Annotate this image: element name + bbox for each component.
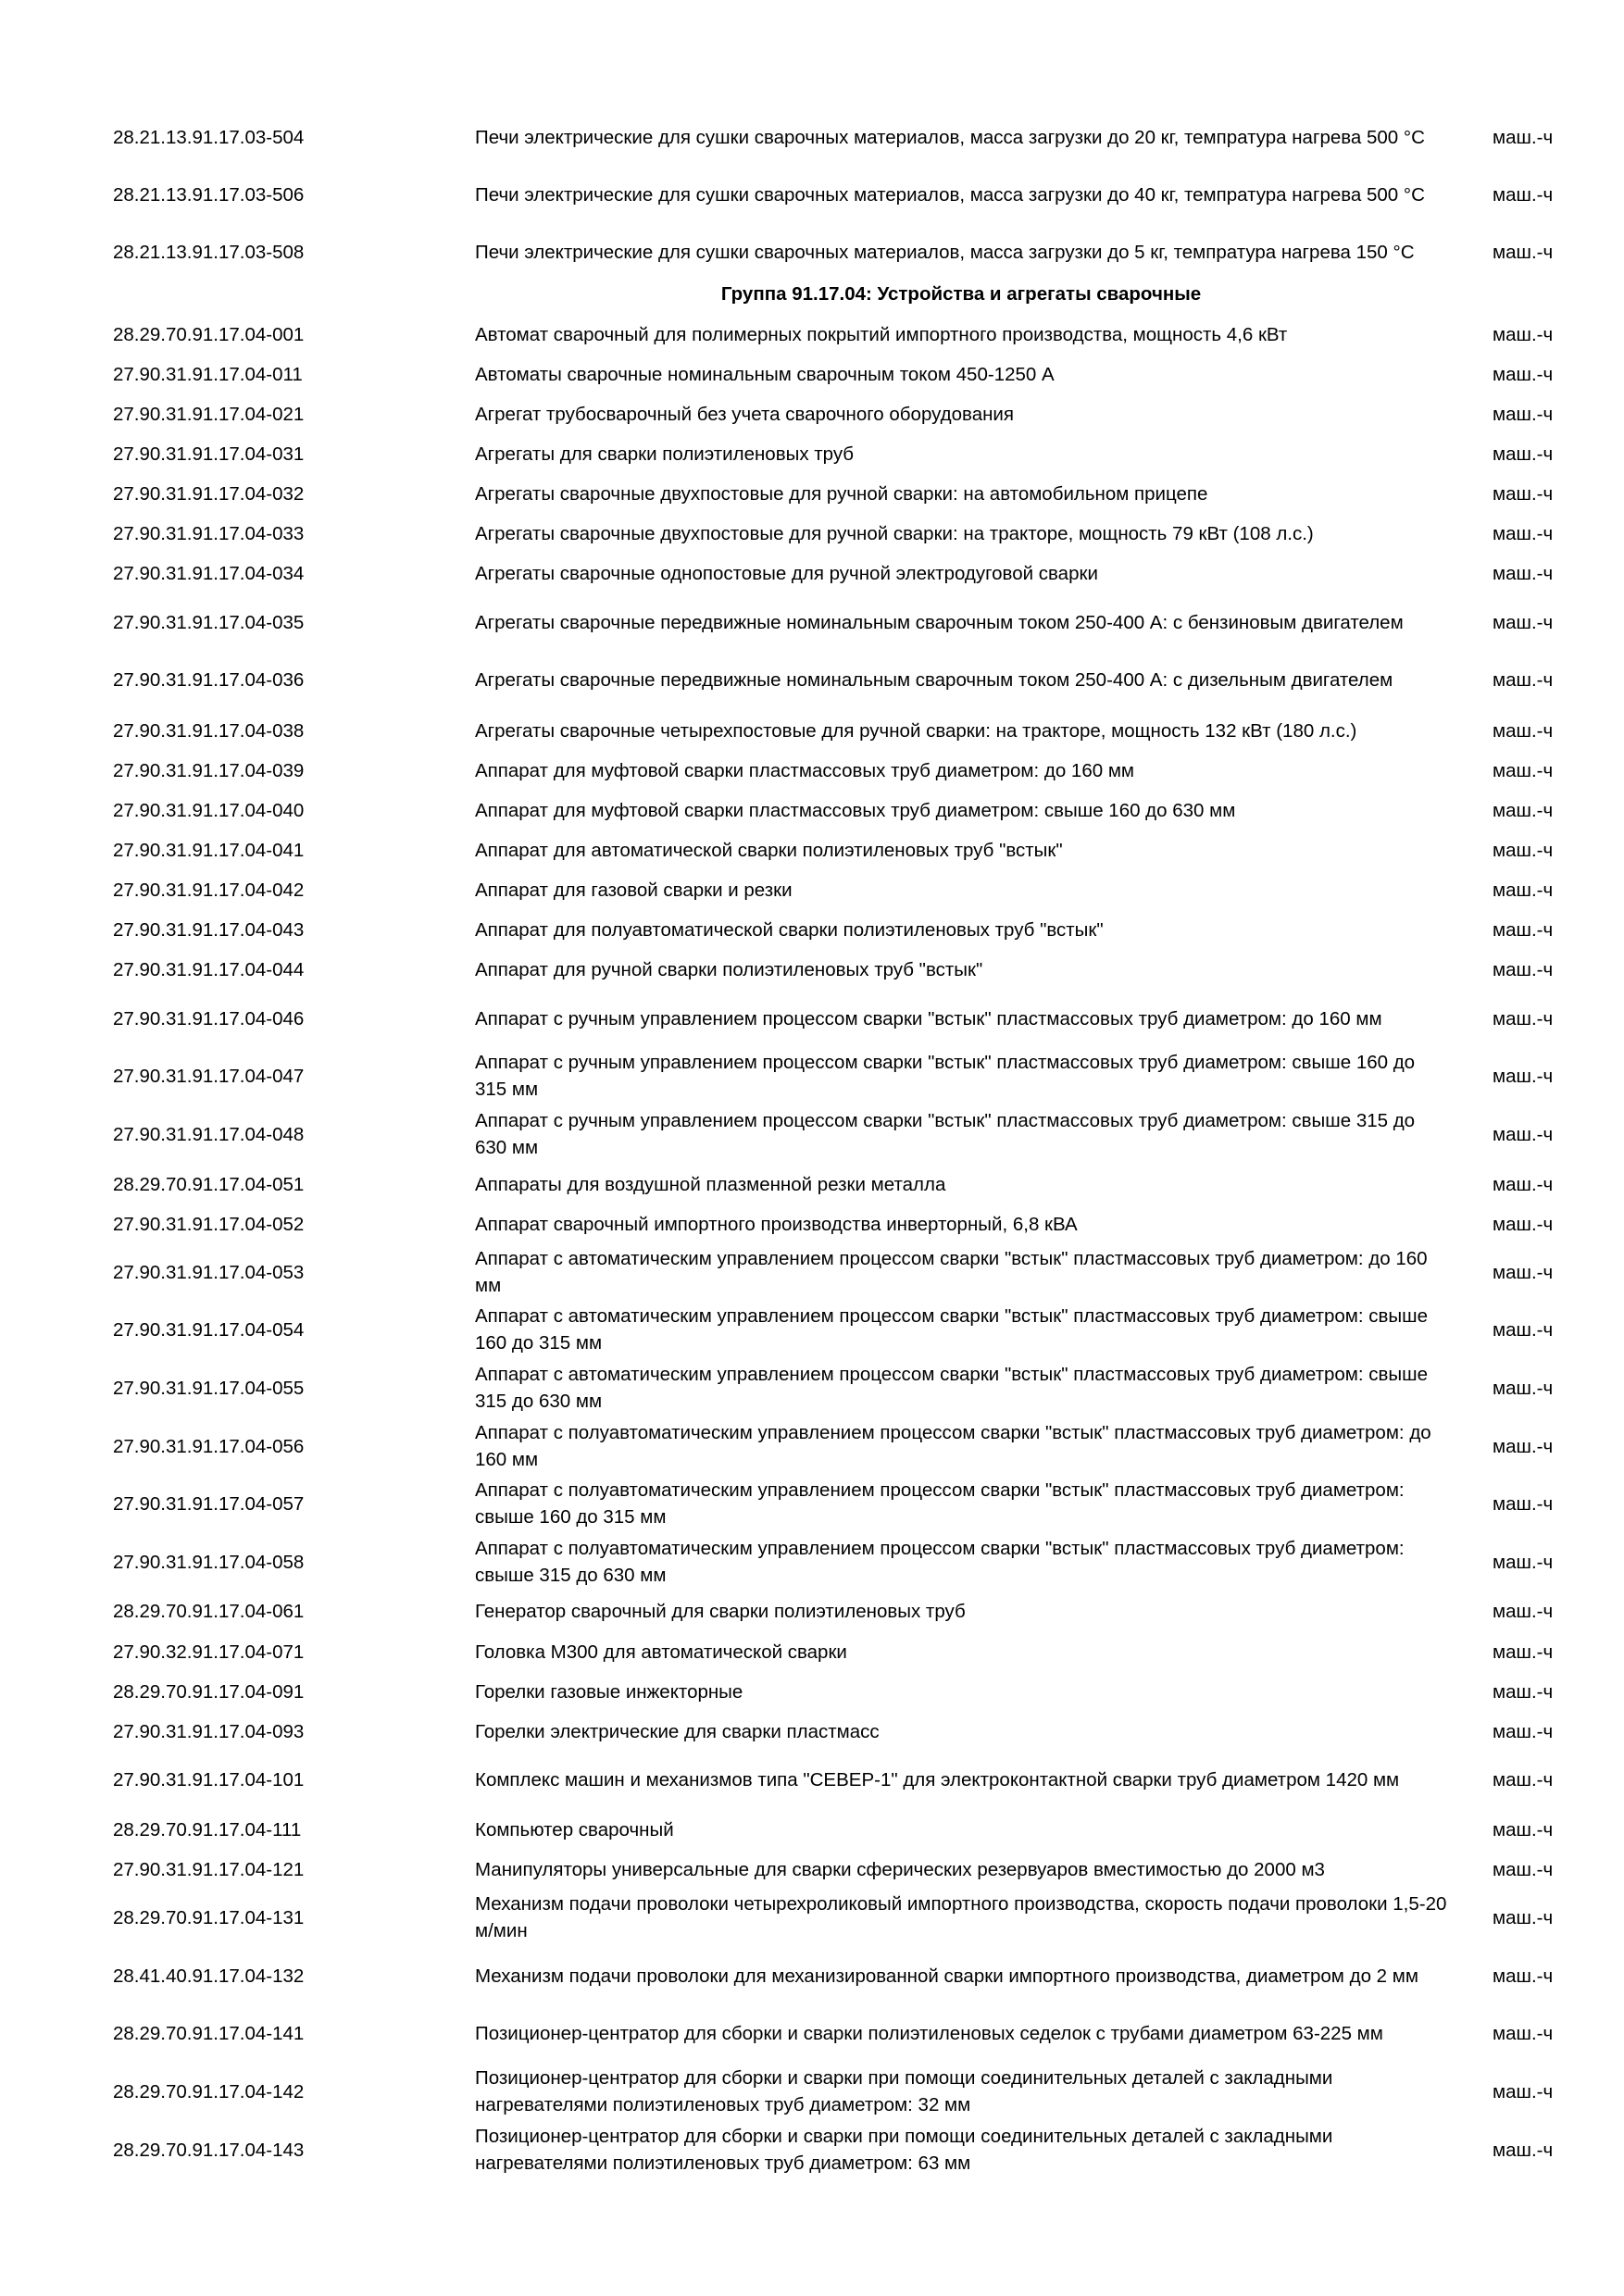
resource-name: Аппарат для автоматической сварки полиэтиленовых труб "встык" bbox=[475, 839, 1063, 861]
unit-of-measure: маш.-ч bbox=[1493, 1641, 1554, 1663]
table-row bbox=[0, 1535, 1624, 1589]
table-row bbox=[0, 1753, 1624, 1806]
table-row bbox=[0, 1211, 1624, 1238]
group-heading-row bbox=[0, 281, 1624, 307]
unit-of-measure: маш.-ч bbox=[1493, 1720, 1554, 1742]
unit-of-measure: маш.-ч bbox=[1493, 323, 1554, 345]
table-row bbox=[0, 1718, 1624, 1745]
unit-of-measure: маш.-ч bbox=[1493, 1680, 1554, 1703]
unit-of-measure: маш.-ч bbox=[1493, 1261, 1554, 1283]
resource-name: Аппарат для муфтовой сварки пластмассовых труб диаметром: свыше 160 до 630 мм bbox=[475, 799, 1236, 821]
resource-name: Автоматы сварочные номинальным сварочным током 450-1250 А bbox=[475, 363, 1055, 385]
resource-name: Головка М300 для автоматической сварки bbox=[475, 1641, 847, 1663]
resource-code: 28.29.70.91.17.04-091 bbox=[113, 1680, 305, 1703]
resource-name: Горелки газовые инжекторные bbox=[475, 1680, 743, 1703]
table-row bbox=[0, 480, 1624, 507]
unit-of-measure: маш.-ч bbox=[1493, 1818, 1554, 1841]
resource-name: Аппарат с автоматическим управлением процессом сварки "встык" пластмассовых труб диаметром: свыше 160 до 315 мм bbox=[475, 1305, 1429, 1354]
resource-name: Аппарат для газовой сварки и резки bbox=[475, 879, 793, 901]
resource-code: 27.90.31.91.17.04-039 bbox=[113, 759, 305, 781]
resource-name: Аппарат с автоматическим управлением процессом сварки "встык" пластмассовых труб диаметром: свыше 315 до 630 мм bbox=[475, 1364, 1429, 1412]
resource-name: Горелки электрические для сварки пластмасс bbox=[475, 1720, 880, 1742]
resource-name: Аппарат для муфтовой сварки пластмассовых труб диаметром: до 160 мм bbox=[475, 759, 1135, 781]
resource-name: Агрегаты сварочные четырехпостовые для ручной сварки: на тракторе, мощность 132 кВт (180 л.с.) bbox=[475, 719, 1357, 742]
unit-of-measure: маш.-ч bbox=[1493, 1551, 1554, 1573]
resource-code: 28.29.70.91.17.04-143 bbox=[113, 2139, 305, 2161]
resource-name: Аппарат с полуавтоматическим управлением процессом сварки "встык" пластмассовых труб диаметром: свыше 315 до 630 мм bbox=[475, 1538, 1405, 1586]
resource-code: 27.90.31.91.17.04-046 bbox=[113, 1007, 305, 1029]
resource-code: 27.90.32.91.17.04-071 bbox=[113, 1641, 305, 1663]
resource-name: Позиционер-центратор для сборки и сварки полиэтиленовых седелок с трубами диаметром 63-225 мм bbox=[475, 2022, 1383, 2044]
table-row bbox=[0, 520, 1624, 547]
resource-name: Манипуляторы универсальные для сварки сферических резервуаров вместимостью до 2000 м3 bbox=[475, 1858, 1325, 1880]
resource-code: 28.21.13.91.17.03-506 bbox=[113, 183, 305, 206]
resource-code: 28.29.70.91.17.04-111 bbox=[113, 1818, 302, 1841]
resource-name: Аппарат с ручным управлением процессом сварки "встык" пластмассовых труб диаметром: до 160 мм bbox=[475, 1007, 1382, 1029]
resource-code: 27.90.31.91.17.04-101 bbox=[113, 1768, 305, 1791]
resource-code: 28.29.70.91.17.04-051 bbox=[113, 1173, 305, 1195]
resource-name: Аппарат с ручным управлением процессом сварки "встык" пластмассовых труб диаметром: свыше 160 до 315 мм bbox=[475, 1052, 1416, 1100]
unit-of-measure: маш.-ч bbox=[1493, 482, 1554, 505]
resource-name: Аппарат для полуавтоматической сварки полиэтиленовых труб "встык" bbox=[475, 918, 1104, 941]
resource-name: Агрегаты сварочные передвижные номинальным сварочным током 250-400 А: с дизельным двигателем bbox=[475, 668, 1393, 691]
resource-code: 27.90.31.91.17.04-055 bbox=[113, 1377, 305, 1399]
resource-code: 27.90.31.91.17.04-040 bbox=[113, 799, 305, 821]
resource-code: 28.29.70.91.17.04-001 bbox=[113, 323, 305, 345]
resource-code: 27.90.31.91.17.04-043 bbox=[113, 918, 305, 941]
table-row bbox=[0, 225, 1624, 279]
unit-of-measure: маш.-ч bbox=[1493, 443, 1554, 465]
unit-of-measure: маш.-ч bbox=[1493, 759, 1554, 781]
unit-of-measure: маш.-ч bbox=[1493, 879, 1554, 901]
unit-of-measure: маш.-ч bbox=[1493, 719, 1554, 742]
table-row bbox=[0, 595, 1624, 649]
table-row bbox=[0, 718, 1624, 744]
table-row bbox=[0, 1816, 1624, 1843]
table-row bbox=[0, 653, 1624, 706]
unit-of-measure: маш.-ч bbox=[1493, 1123, 1554, 1145]
unit-of-measure: маш.-ч bbox=[1493, 1065, 1554, 1087]
table-row bbox=[0, 110, 1624, 164]
resource-name: Агрегаты сварочные двухпостовые для ручной сварки: на автомобильном прицепе bbox=[475, 482, 1208, 505]
unit-of-measure: маш.-ч bbox=[1493, 183, 1554, 206]
resource-code: 27.90.31.91.17.04-057 bbox=[113, 1492, 305, 1515]
resource-name: Агрегаты сварочные двухпостовые для ручной сварки: на тракторе, мощность 79 кВт (108 л.с.) bbox=[475, 522, 1314, 544]
table-row bbox=[0, 168, 1624, 221]
resource-code: 27.90.31.91.17.04-048 bbox=[113, 1123, 305, 1145]
unit-of-measure: маш.-ч bbox=[1493, 1600, 1554, 1622]
table-row bbox=[0, 361, 1624, 388]
resource-code: 28.29.70.91.17.04-131 bbox=[113, 1906, 305, 1928]
table-row bbox=[0, 1598, 1624, 1625]
unit-of-measure: маш.-ч bbox=[1493, 241, 1554, 263]
resource-code: 27.90.31.91.17.04-042 bbox=[113, 879, 305, 901]
resource-code: 28.21.13.91.17.03-508 bbox=[113, 241, 305, 263]
table-row bbox=[0, 1005, 1624, 1032]
resource-code: 27.90.31.91.17.04-044 bbox=[113, 958, 305, 980]
resource-name: Печи электрические для сушки сварочных материалов, масса загрузки до 40 кг, темпратура нагрева 500 °С bbox=[475, 183, 1425, 206]
resource-name: Аппараты для воздушной плазменной резки металла bbox=[475, 1173, 946, 1195]
table-row bbox=[0, 1361, 1624, 1415]
unit-of-measure: маш.-ч bbox=[1493, 918, 1554, 941]
resource-name: Печи электрические для сушки сварочных материалов, масса загрузки до 5 кг, темпратура нагрева 150 °С bbox=[475, 241, 1415, 263]
unit-of-measure: маш.-ч bbox=[1493, 2080, 1554, 2103]
resource-name: Автомат сварочный для полимерных покрытий импортного производства, мощность 4,6 кВт bbox=[475, 323, 1288, 345]
resource-code: 27.90.31.91.17.04-035 bbox=[113, 611, 305, 633]
resource-code: 27.90.31.91.17.04-052 bbox=[113, 1213, 305, 1235]
resource-code: 27.90.31.91.17.04-011 bbox=[113, 363, 303, 385]
table-row bbox=[0, 1477, 1624, 1530]
resource-code: 27.90.31.91.17.04-038 bbox=[113, 719, 305, 742]
unit-of-measure: маш.-ч bbox=[1493, 1007, 1554, 1029]
table-row bbox=[0, 1856, 1624, 1883]
resource-code: 27.90.31.91.17.04-036 bbox=[113, 668, 305, 691]
unit-of-measure: маш.-ч bbox=[1493, 363, 1554, 385]
unit-of-measure: маш.-ч bbox=[1493, 1492, 1554, 1515]
resource-name: Комплекс машин и механизмов типа "СЕВЕР-1" для электроконтактной сварки труб диаметром 1420 мм bbox=[475, 1768, 1400, 1791]
table-row bbox=[0, 1245, 1624, 1299]
table-row bbox=[0, 797, 1624, 824]
resource-name: Агрегат трубосварочный без учета сварочного оборудования bbox=[475, 403, 1014, 425]
resource-name: Агрегаты для сварки полиэтиленовых труб bbox=[475, 443, 855, 465]
resource-name: Агрегаты сварочные однопостовые для ручной электродуговой сварки bbox=[475, 562, 1098, 584]
resource-code: 27.90.31.91.17.04-041 bbox=[113, 839, 305, 861]
resource-code: 27.90.31.91.17.04-054 bbox=[113, 1318, 305, 1341]
unit-of-measure: маш.-ч bbox=[1493, 562, 1554, 584]
table-row bbox=[0, 2006, 1624, 2060]
resource-code: 28.41.40.91.17.04-132 bbox=[113, 1965, 305, 1987]
unit-of-measure: маш.-ч bbox=[1493, 839, 1554, 861]
table-row bbox=[0, 1639, 1624, 1666]
resource-name: Аппарат для ручной сварки полиэтиленовых труб "встык" bbox=[475, 958, 983, 980]
unit-of-measure: маш.-ч bbox=[1493, 1318, 1554, 1341]
resource-code: 27.90.31.91.17.04-032 bbox=[113, 482, 305, 505]
resource-code: 28.21.13.91.17.03-504 bbox=[113, 126, 305, 148]
resource-name: Генератор сварочный для сварки полиэтиленовых труб bbox=[475, 1600, 966, 1622]
resource-code: 27.90.31.91.17.04-021 bbox=[113, 403, 305, 425]
resource-name: Компьютер сварочный bbox=[475, 1818, 674, 1841]
table-row bbox=[0, 956, 1624, 983]
table-row bbox=[0, 1678, 1624, 1705]
table-row bbox=[0, 1303, 1624, 1356]
unit-of-measure: маш.-ч bbox=[1493, 1906, 1554, 1928]
resource-code: 27.90.31.91.17.04-121 bbox=[113, 1858, 305, 1880]
resource-name: Аппарат с полуавтоматическим управлением процессом сварки "встык" пластмассовых труб диаметром: свыше 160 до 315 мм bbox=[475, 1479, 1405, 1528]
unit-of-measure: маш.-ч bbox=[1493, 522, 1554, 544]
unit-of-measure: маш.-ч bbox=[1493, 1173, 1554, 1195]
unit-of-measure: маш.-ч bbox=[1493, 126, 1554, 148]
resource-name: Позиционер-центратор для сборки и сварки при помощи соединительных деталей с закладными нагревателями полиэтиленовых труб диаметром: 63 мм bbox=[475, 2126, 1333, 2174]
table-row bbox=[0, 1107, 1624, 1161]
resource-code: 27.90.31.91.17.04-034 bbox=[113, 562, 305, 584]
resource-name: Механизм подачи проволоки для механизированной сварки импортного производства, диаметром до 2 мм bbox=[475, 1965, 1418, 1987]
table-row bbox=[0, 401, 1624, 428]
resource-code: 27.90.31.91.17.04-056 bbox=[113, 1435, 305, 1457]
unit-of-measure: маш.-ч bbox=[1493, 1768, 1554, 1791]
unit-of-measure: маш.-ч bbox=[1493, 2022, 1554, 2044]
table-row bbox=[0, 837, 1624, 864]
unit-of-measure: маш.-ч bbox=[1493, 668, 1554, 691]
resource-name: Аппарат с ручным управлением процессом сварки "встык" пластмассовых труб диаметром: свыше 315 до 630 мм bbox=[475, 1110, 1416, 1158]
unit-of-measure: маш.-ч bbox=[1493, 1213, 1554, 1235]
resource-name: Аппарат сварочный импортного производства инверторный, 6,8 кВА bbox=[475, 1213, 1078, 1235]
table-row bbox=[0, 560, 1624, 587]
unit-of-measure: маш.-ч bbox=[1493, 611, 1554, 633]
table-row bbox=[0, 1049, 1624, 1103]
table-row bbox=[0, 877, 1624, 904]
resource-name: Позиционер-центратор для сборки и сварки при помощи соединительных деталей с закладными нагревателями полиэтиленовых труб диаметром: 32 мм bbox=[475, 2067, 1333, 2115]
table-row bbox=[0, 917, 1624, 943]
table-row bbox=[0, 321, 1624, 348]
table-row bbox=[0, 1949, 1624, 2003]
resource-code: 28.29.70.91.17.04-141 bbox=[113, 2022, 305, 2044]
resource-code: 27.90.31.91.17.04-047 bbox=[113, 1065, 305, 1087]
resource-name: Агрегаты сварочные передвижные номинальным сварочным током 250-400 А: с бензиновым двигателем bbox=[475, 611, 1404, 633]
resource-name: Печи электрические для сушки сварочных материалов, масса загрузки до 20 кг, темпратура нагрева 500 °С bbox=[475, 126, 1425, 148]
table-row bbox=[0, 1419, 1624, 1473]
table-row bbox=[0, 1171, 1624, 1198]
resource-name: Механизм подачи проволоки четырехроликовый импортного производства, скорость подачи проволоки 1,5-20 м/мин bbox=[475, 1893, 1447, 1941]
resource-code: 28.29.70.91.17.04-142 bbox=[113, 2080, 305, 2103]
unit-of-measure: маш.-ч bbox=[1493, 1435, 1554, 1457]
resource-code: 27.90.31.91.17.04-093 bbox=[113, 1720, 305, 1742]
resource-name: Аппарат с полуавтоматическим управлением процессом сварки "встык" пластмассовых труб диаметром: до 160 мм bbox=[475, 1422, 1431, 1470]
unit-of-measure: маш.-ч bbox=[1493, 1965, 1554, 1987]
unit-of-measure: маш.-ч bbox=[1493, 2139, 1554, 2161]
table-row bbox=[0, 2065, 1624, 2118]
unit-of-measure: маш.-ч bbox=[1493, 1858, 1554, 1880]
resource-code: 27.90.31.91.17.04-058 bbox=[113, 1551, 305, 1573]
unit-of-measure: маш.-ч bbox=[1493, 403, 1554, 425]
unit-of-measure: маш.-ч bbox=[1493, 799, 1554, 821]
resource-code: 27.90.31.91.17.04-053 bbox=[113, 1261, 305, 1283]
resource-name: Аппарат с автоматическим управлением процессом сварки "встык" пластмассовых труб диаметром: до 160 мм bbox=[475, 1248, 1428, 1296]
unit-of-measure: маш.-ч bbox=[1493, 958, 1554, 980]
unit-of-measure: маш.-ч bbox=[1493, 1377, 1554, 1399]
table-row bbox=[0, 1890, 1624, 1944]
group-title: Группа 91.17.04: Устройства и агрегаты сварочные bbox=[720, 282, 1202, 305]
table-row bbox=[0, 441, 1624, 468]
resource-code: 27.90.31.91.17.04-031 bbox=[113, 443, 305, 465]
table-row bbox=[0, 2123, 1624, 2177]
table-row bbox=[0, 757, 1624, 784]
resource-code: 27.90.31.91.17.04-033 bbox=[113, 522, 305, 544]
resource-code: 28.29.70.91.17.04-061 bbox=[113, 1600, 305, 1622]
